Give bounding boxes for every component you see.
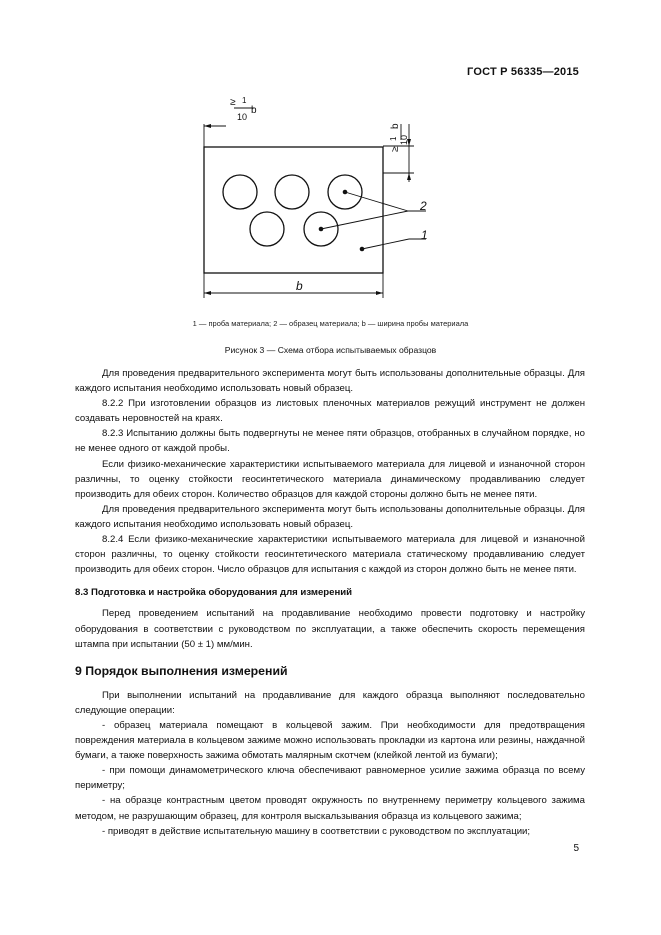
dim-top-b: b — [251, 105, 257, 116]
standard-header: ГОСТ Р 56335—2015 — [467, 66, 579, 78]
figure-legend: 1 — проба материала; 2 — образец материала; b — ширина пробы материала — [192, 319, 469, 328]
sampling-scheme-figure — [150, 92, 510, 304]
dim-side-denominator: 10 — [399, 134, 409, 145]
dim-top-numerator: 1 — [242, 96, 247, 105]
paragraph: 8.2.3 Испытанию должны быть подвергнуты не менее пяти образцов, отобранных в случайном порядке, но не менее одного от каждой пробы. — [75, 428, 585, 455]
paragraph: Если физико-механические характеристики испытываемого материала для лицевой и изнаночной сторон различны, то оценку стойкости геосинтетического материала динамическому продавливанию следует производить для обеих сторон. Количество образцов для каждой стороны должно быть не менее пяти. — [75, 458, 585, 500]
list-item: - на образце контрастным цветом проводят окружность по внутреннему периметру кольцевого зажима методом, не разрушающим образец, для контроля выскальзывания образца из кольцевого зажима; — [75, 795, 585, 822]
callout-label-1: 1 — [421, 228, 428, 242]
paragraph: 8.2.2 При изготовлении образцов из листовых пленочных материалов режущий инструмент не должен создавать неровностей на краях. — [75, 398, 585, 425]
dim-top-ge: ≥ — [230, 97, 236, 108]
width-label-b: b — [296, 279, 303, 293]
dim-side-b: b — [390, 123, 401, 129]
figure-caption: Рисунок 3 — Схема отбора испытываемых образцов — [224, 345, 437, 355]
specimen-circle — [250, 212, 284, 246]
specimen-circle — [275, 175, 309, 209]
paragraph: 8.2.4 Если физико-механические характеристики испытываемого материала для лицевой и изнаночной сторон различны, то оценку стойкости геосинтетического материала статическому продавливанию следует производить для обеих сторон. Число образцов для испытания с каждой из сторон должно быть не менее пяти. — [75, 534, 585, 576]
specimen-circle — [223, 175, 257, 209]
dim-side-numerator: 1 — [389, 136, 398, 141]
dim-side-ge: ≥ — [390, 146, 401, 152]
paragraph: Для проведения предварительного эксперимента могут быть использованы дополнительные образцы. Для каждого испытания необходимо использовать новый образец. — [75, 368, 585, 395]
callout-label-2: 2 — [420, 199, 427, 213]
page-number: 5 — [573, 843, 579, 854]
list-item: - при помощи динамометрического ключа обеспечивают равномерное усилие зажима образца по всему периметру; — [75, 765, 585, 792]
section-heading-8-3: 8.3 Подготовка и настройка оборудования для измерений — [75, 587, 353, 599]
paragraph: Для проведения предварительного эксперимента могут быть использованы дополнительные образцы. Для каждого испытания необходимо использовать новый образец. — [75, 503, 585, 530]
paragraph: При выполнении испытаний на продавливание для каждого образца выполняют последовательно следующие операции: — [75, 689, 585, 716]
list-item: - образец материала помещают в кольцевой зажим. При необходимости для предотвращения повреждения материала в кольцевом зажиме можно использовать прокладки из картона или резины, наждачной бумаги, а также поверхность зажима обмотать малярным скотчем (клейкой лентой из бумаги); — [75, 719, 585, 762]
material-sample-rect — [204, 147, 383, 273]
dim-top-denominator: 10 — [237, 112, 248, 122]
paragraph: Перед проведением испытаний на продавливание необходимо провести подготовку и настройку оборудования в соответствии с руководством по эксплуатации, а также обеспечить скорость перемещения штампа при испытании (50 ± 1) мм/мин. — [75, 608, 585, 650]
body-text — [75, 366, 585, 839]
section-heading-9: 9 Порядок выполнения измерений — [75, 663, 288, 678]
list-item: - приводят в действие испытательную машину в соответствии с руководством по эксплуатации; — [102, 825, 531, 837]
